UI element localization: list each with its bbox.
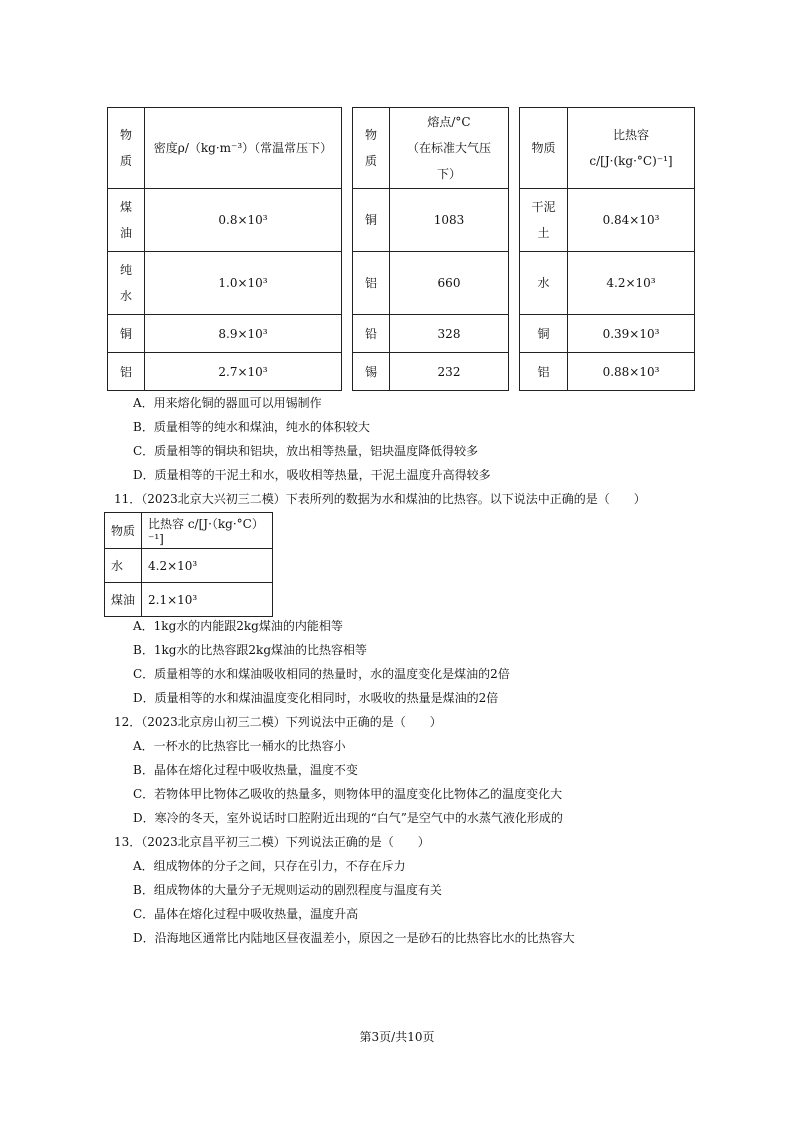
cell-name: 铜 [353, 189, 390, 252]
cell-value: 1083 [390, 189, 509, 252]
cell-value: 4.2×10³ [568, 252, 695, 315]
cell-name: 铝 [353, 252, 390, 315]
q12-option-d: D．寒冷的冬天，室外说话时口腔附近出现的“白气”是空气中的水蒸气液化形成的 [133, 811, 563, 825]
cell-name: 水 [105, 549, 142, 583]
header-density: 密度ρ/（kg·m⁻³）（常温常压下） [145, 108, 342, 189]
cell-value: 8.9×10³ [145, 315, 342, 353]
q10-option-b: B．质量相等的纯水和煤油，纯水的体积较大 [133, 420, 370, 434]
cell-name: 铝 [520, 353, 568, 391]
header-specific-heat: 比热容 c/[J·(kg·°C)⁻¹] [568, 108, 695, 189]
q12-option-b: B．晶体在熔化过程中吸收热量，温度不变 [133, 763, 358, 777]
cell-value: 2.1×10³ [142, 583, 273, 617]
q12-stem: 12．（2023北京房山初三二模）下列说法中正确的是（ ） [114, 715, 442, 729]
cell-name: 干泥土 [520, 189, 568, 252]
cell-value: 4.2×10³ [142, 549, 273, 583]
q11-option-d: D．质量相等的水和煤油温度变化相同时，水吸收的热量是煤油的2倍 [133, 691, 499, 705]
header-substance: 物质 [520, 108, 568, 189]
cell-value: 2.7×10³ [145, 353, 342, 391]
header-substance: 物质 [108, 108, 145, 189]
q11-header-substance: 物质 [105, 513, 142, 549]
q10-option-d: D．质量相等的干泥土和水，吸收相等热量，干泥土温度升高得较多 [133, 468, 491, 482]
cell-name: 水 [520, 252, 568, 315]
header-melting-point: 熔点/°C （在标准大气压 下） [390, 108, 509, 189]
q11-table [104, 512, 273, 617]
cell-value: 0.88×10³ [568, 353, 695, 391]
cell-name: 铜 [108, 315, 145, 353]
cell-value: 1.0×10³ [145, 252, 342, 315]
q11-option-b: B．1kg水的比热容跟2kg煤油的比热容相等 [133, 643, 367, 657]
cell-name: 纯水 [108, 252, 145, 315]
cell-value: 0.39×10³ [568, 315, 695, 353]
cell-name: 煤油 [108, 189, 145, 252]
q11-option-a: A．1kg水的内能跟2kg煤油的内能相等 [133, 619, 343, 633]
q11-stem: 11．（2023北京大兴初三二模）下表所列的数据为水和煤油的比热容。以下说法中正确的是（ ） [114, 492, 646, 506]
cell-value: 232 [390, 353, 509, 391]
q11-header-specific-heat: 比热容 c/[J·（kg·°C）⁻¹] [142, 513, 273, 549]
cell-value: 660 [390, 252, 509, 315]
cell-value: 0.8×10³ [145, 189, 342, 252]
q13-option-d: D．沿海地区通常比内陆地区昼夜温差小，原因之一是砂石的比热容比水的比热容大 [133, 931, 575, 945]
cell-name: 铅 [353, 315, 390, 353]
q12-option-a: A．一杯水的比热容比一桶水的比热容小 [133, 739, 346, 753]
header-substance: 物质 [353, 108, 390, 189]
q11-option-c: C．质量相等的水和煤油吸收相同的热量时，水的温度变化是煤油的2倍 [133, 667, 510, 681]
cell-name: 煤油 [105, 583, 142, 617]
page-number: 第3页/共10页 [359, 1030, 435, 1044]
cell-name: 锡 [353, 353, 390, 391]
cell-name: 铜 [520, 315, 568, 353]
q10-option-c: C．质量相等的铜块和铝块，放出相等热量，铝块温度降低得较多 [133, 444, 479, 458]
cell-value: 328 [390, 315, 509, 353]
cell-value: 0.84×10³ [568, 189, 695, 252]
cell-name: 铝 [108, 353, 145, 391]
q10-option-a: A．用来熔化铜的器皿可以用锡制作 [133, 396, 322, 410]
q13-option-c: C．晶体在熔化过程中吸收热量，温度升高 [133, 907, 359, 921]
q13-option-a: A．组成物体的分子之间，只存在引力，不存在斥力 [133, 859, 406, 873]
q13-stem: 13．（2023北京昌平初三二模）下列说法正确的是（ ） [114, 835, 430, 849]
q13-option-b: B．组成物体的大量分子无规则运动的剧烈程度与温度有关 [133, 883, 442, 897]
materials-table [107, 107, 695, 391]
q12-option-c: C．若物体甲比物体乙吸收的热量多，则物体甲的温度变化比物体乙的温度变化大 [133, 787, 563, 801]
